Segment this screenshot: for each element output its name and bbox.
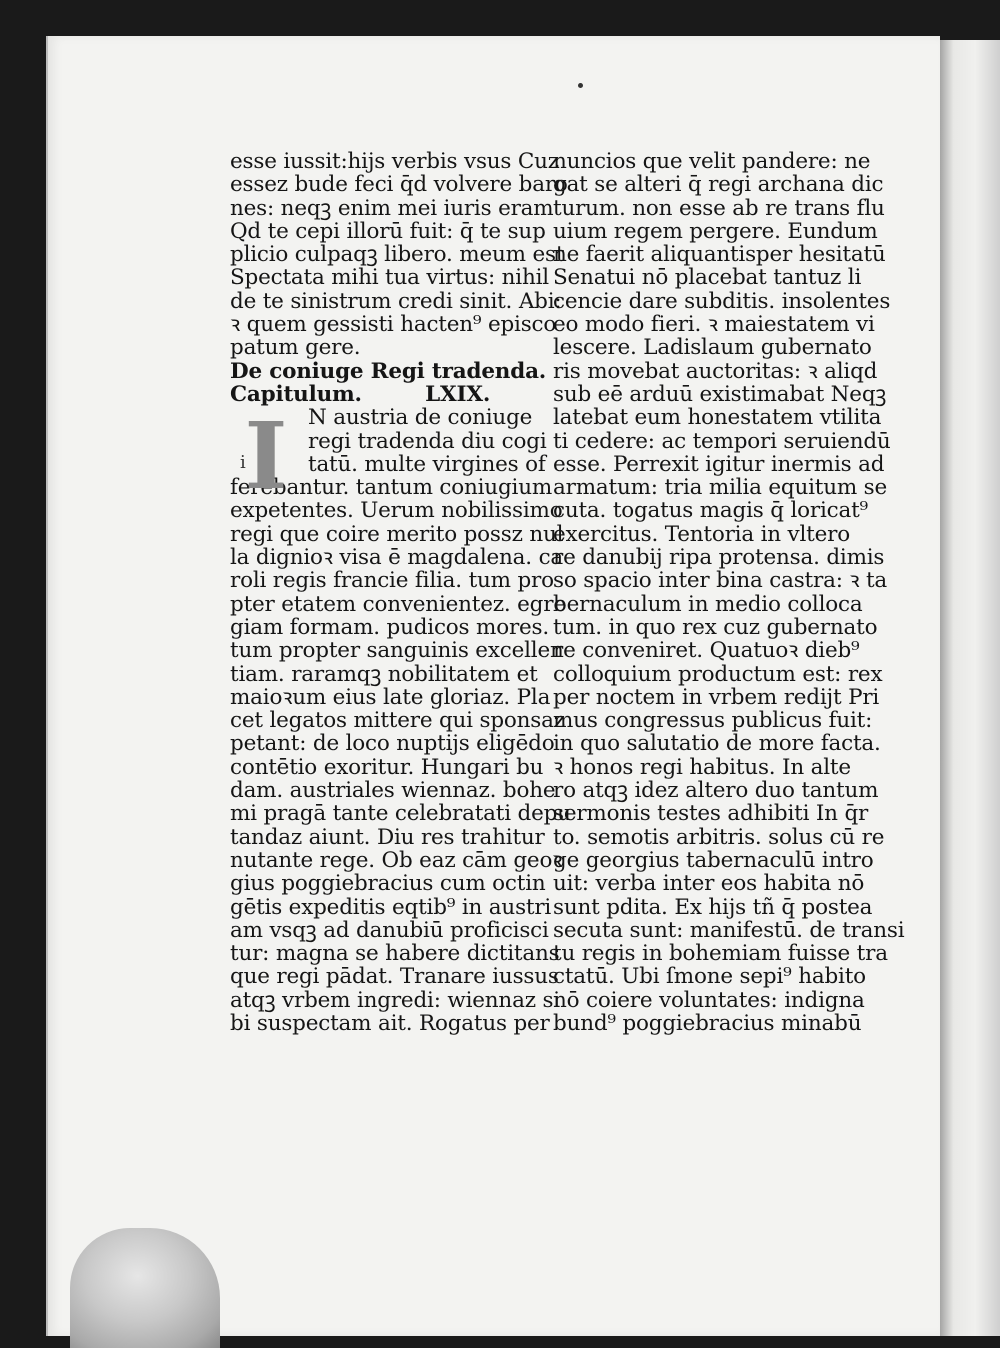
text-line: latebat eum honestatem vtilita xyxy=(553,405,882,431)
text-line: exercitus. Tentoria in vltero xyxy=(553,521,850,547)
text-line: cencie dare subditis. insolentes xyxy=(553,288,891,314)
text-line: uit: verba inter eos habita nō xyxy=(553,871,865,897)
facing-page-edge xyxy=(938,40,1000,1336)
ink-spot xyxy=(578,83,583,88)
text-line: sub eē arduū existimabat Neqꝫ xyxy=(553,381,887,407)
text-line: colloquium productum est: rex xyxy=(553,661,883,687)
text-line: uium regem pergere. Eundum xyxy=(553,218,878,244)
text-line: nes: neqꝫ enim mei iuris eram xyxy=(230,195,554,221)
text-line: pter etatem convenientez. egre xyxy=(230,591,566,617)
text-line: eo modo fieri. ꝛ maiestatem vi xyxy=(553,312,875,338)
text-line: patum gere. xyxy=(230,335,361,361)
text-line: gētis expeditis eqtib⁹ in austri xyxy=(230,894,552,920)
text-line: nutante rege. Ob eaz cām geoꝛ xyxy=(230,847,563,873)
text-line: ꝛ honos regi habitus. In alte xyxy=(553,754,851,780)
left-text-column xyxy=(230,149,571,1036)
text-line: regi tradenda diu cogi xyxy=(308,428,547,454)
text-line: armatum: tria milia equitum se xyxy=(553,475,888,501)
text-line: de te sinistrum credi sinit. Abi: xyxy=(230,288,562,314)
text-line: ro atqꝫ idez altero duo tantum xyxy=(553,778,879,804)
text-line: gius poggiebracius cum octin xyxy=(230,871,546,897)
text-line: am vsqꝫ ad danubiū proficisci xyxy=(230,917,549,943)
chapter-heading: De coniuge Regi tradenda. xyxy=(230,358,547,384)
text-line: la dignioꝛ visa ē magdalena. ca xyxy=(230,545,564,571)
text-line: tu regis in bohemiam fuisse tra xyxy=(553,941,888,967)
text-line: ꝛ quem gessisti hacten⁹ episco xyxy=(230,312,557,338)
text-line: Spectata mihi tua virtus: nihil xyxy=(230,265,549,291)
text-line: nuncios que velit pandere: ne xyxy=(553,149,871,174)
text-line: tatū. multe virgines of xyxy=(308,451,546,477)
text-line: ctatū. Ubi ſmone sepi⁹ habito xyxy=(553,964,866,990)
text-line: essez bude feci q̄d volvere baro xyxy=(230,172,568,198)
text-line: ge georgius tabernaculū intro xyxy=(553,847,874,873)
text-line: plicio culpaqꝫ libero. meum est xyxy=(230,242,565,268)
text-line: ferebantur. tantum coniugium xyxy=(230,475,553,501)
text-line: expetentes. Uerum nobilissimo xyxy=(230,498,563,524)
text-line: tiam. raramqꝫ nobilitatem et xyxy=(230,661,538,687)
text-line: giam formam. pudicos mores. xyxy=(230,614,550,640)
text-line: tum propter sanguinis excellen xyxy=(230,638,564,664)
text-line: Senatui nō placebat tantuz li xyxy=(553,265,862,291)
text-line: so spacio inter bina castra: ꝛ ta xyxy=(553,568,888,594)
text-line: secuta sunt: manifestū. de transi xyxy=(553,917,905,943)
text-line: mi pragā tante celebratati depu xyxy=(230,801,571,827)
left-column-top-lines xyxy=(230,149,568,361)
right-text-column xyxy=(553,149,905,1036)
text-line: re conveniret. Quatuoꝛ dieb⁹ xyxy=(553,638,860,664)
text-line: ti cedere: ac tempori seruiendū xyxy=(553,428,891,454)
text-line: Qd te cepi illorū fuit: q̄ te sup xyxy=(230,218,546,244)
text-line: per noctem in vrbem redijt Pri xyxy=(553,684,880,710)
text-line: in quo salutatio de more facta. xyxy=(553,731,881,757)
guide-letter: i xyxy=(240,452,246,473)
text-line: esse. Perrexit igitur inermis ad xyxy=(553,451,885,477)
text-line: sermonis testes adhibiti In q̄r xyxy=(553,801,869,827)
text-line: turum. non esse ab re trans flu xyxy=(553,195,885,221)
text-line: bi suspectam ait. Rogatus per xyxy=(230,1010,550,1036)
text-line: to. semotis arbitris. solus cū re xyxy=(553,824,885,850)
chapter-number: LXIX. xyxy=(425,381,491,407)
decorated-initial-letter: I xyxy=(244,402,288,510)
text-line: cuta. togatus magis q̄ loricat⁹ xyxy=(553,498,868,524)
text-line: tum. in quo rex cuz gubernato xyxy=(553,614,878,640)
text-line: ne faerit aliquantisper hesitatū xyxy=(553,242,886,268)
text-line: dam. austriales wiennaz. bohe xyxy=(230,778,556,804)
text-line: N austria de coniuge xyxy=(308,405,533,431)
text-line: bund⁹ poggiebracius minabū xyxy=(553,1010,862,1036)
right-column-lines xyxy=(553,149,905,1036)
text-line: gat se alteri q̄ regi archana dic xyxy=(553,172,884,198)
text-line: sunt pdita. Ex hijs tñ q̄ postea xyxy=(553,894,873,920)
text-line: mus congressus publicus fuit: xyxy=(553,708,873,734)
text-line: petant: de loco nuptijs eligēdo xyxy=(230,731,555,757)
text-line: contētio exoritur. Hungari bu xyxy=(230,754,544,780)
text-line: tandaz aiunt. Diu res trahitur xyxy=(230,824,545,850)
chapter-label: Capitulum. xyxy=(230,381,362,407)
text-line: maioꝛum eius late gloriaz. Pla xyxy=(230,684,551,710)
text-line: esse iussit:hijs verbis vsus Cuz xyxy=(230,149,559,174)
left-column-bottom-lines xyxy=(230,475,571,1036)
text-line: atqꝫ vrbem ingredi: wiennaz si xyxy=(230,987,560,1013)
text-line: lescere. Ladislaum gubernato xyxy=(553,335,872,361)
text-line: re danubij ripa protensa. dimis xyxy=(553,545,885,571)
text-line: ris movebat auctoritas: ꝛ aliqd xyxy=(553,358,878,384)
text-line: cet legatos mittere qui sponsaz xyxy=(230,708,565,734)
text-line: tur: magna se habere dictitans xyxy=(230,941,560,967)
text-line: roli regis francie filia. tum pro xyxy=(230,568,554,594)
text-line: bernaculum in medio colloca xyxy=(553,591,863,617)
text-line: regi que coire merito possz nul xyxy=(230,521,564,547)
text-line: que regi pādat. Tranare iussus xyxy=(230,964,559,990)
holding-thumb xyxy=(70,1228,220,1348)
text-line: nō coiere voluntates: indigna xyxy=(553,987,865,1013)
